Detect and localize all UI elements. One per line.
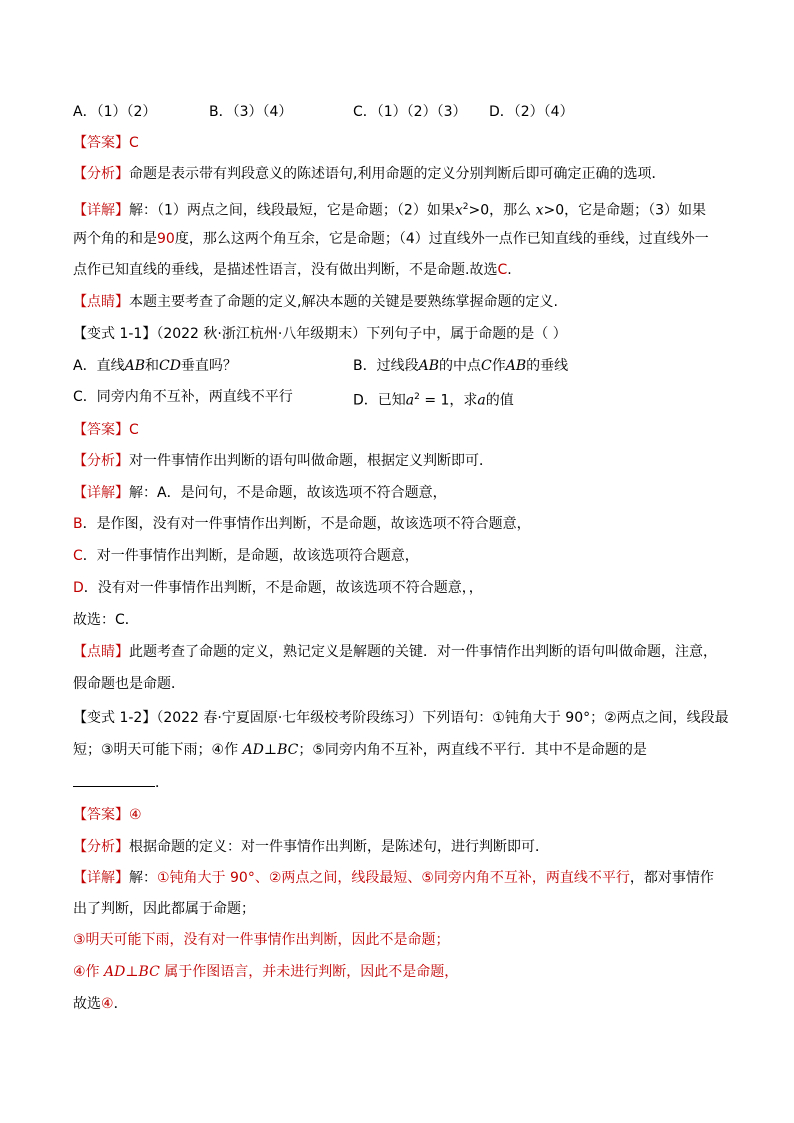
math-var: AB <box>505 358 527 374</box>
text: C．同旁内角不互补，两直线不平行 <box>73 389 293 405</box>
math-var: x <box>454 202 463 219</box>
v11-analysis <box>73 451 734 473</box>
math-exp: 2 <box>414 392 420 402</box>
text: 作 <box>491 358 506 374</box>
detail-number: 90 <box>157 231 175 247</box>
text: B．过线段 <box>353 358 419 374</box>
detail-text: ．是作图，没有对一件事情作出判断，不是命题，故该选项不符合题意， <box>82 516 531 532</box>
v11-option-a <box>73 356 237 376</box>
answer-value: C <box>129 135 139 151</box>
q1-comment <box>73 292 734 314</box>
detail-text: 出了判断，因此都属于命题； <box>73 901 255 917</box>
detail-letter: D <box>73 580 84 596</box>
text: = 1，求 <box>419 392 478 409</box>
question-text: （2022 秋·浙江杭州·八年级期末）下列句子中，属于命题的是（ ） <box>156 326 567 342</box>
detail-highlight: 属于作图语言，并未进行判断，因此不是命题， <box>159 964 459 980</box>
math-var: x <box>535 202 544 219</box>
math-exp: 2 <box>462 202 469 212</box>
detail-label: 【详解】 <box>73 485 129 501</box>
variant-label: 【变式 1-2】 <box>73 710 157 726</box>
answer-label: 【答案】 <box>73 135 129 151</box>
v11-comment-line-1 <box>73 642 734 664</box>
q1-analysis <box>73 164 734 186</box>
analysis-label: 【分析】 <box>73 839 129 855</box>
text: 的值 <box>485 392 514 409</box>
math-expression: AD⊥BC <box>104 964 160 980</box>
v11-detail-line-3 <box>73 546 734 568</box>
detail-highlight: ④作 <box>73 964 105 980</box>
detail-letter: B <box>73 516 83 532</box>
question-text: ；⑤同旁内角不互补，两直线不平行．其中不是命题的是 <box>298 742 647 758</box>
v11-options-row-1 <box>73 356 734 378</box>
analysis-text: 对一件事情作出判断的语句叫做命题，根据定义判断即可． <box>129 453 493 469</box>
punctuation: ． <box>155 775 169 791</box>
v12-analysis <box>73 837 734 859</box>
analysis-label: 【分析】 <box>73 453 129 469</box>
v12-header-line-1 <box>73 708 734 730</box>
analysis-text: 命题是表示带有判段意义的陈述语句,利用命题的定义分别判断后即可确定正确的选项． <box>129 166 666 182</box>
detail-letter: C <box>73 548 83 564</box>
v12-detail-line-2 <box>73 899 734 921</box>
analysis-text: 根据命题的定义：对一件事情作出判断，是陈述句，进行判断即可． <box>129 839 549 855</box>
detail-label: 【详解】 <box>73 202 129 219</box>
v11-conclusion <box>73 610 734 632</box>
answer-value: C <box>129 422 139 438</box>
detail-text: >0，它是命题；（3）如果 <box>543 202 707 219</box>
v11-options-row-2 <box>73 387 734 409</box>
v11-option-b <box>353 356 568 376</box>
text: 的垂线 <box>526 358 569 374</box>
v12-detail-line-4 <box>73 962 734 984</box>
q1-option-b: B．（3）（4） <box>209 104 293 120</box>
detail-text: 解：（1）两点之间，线段最短，它是命题；（2）如果 <box>129 202 455 219</box>
detail-text: 点作已知直线的垂线，是描述性语言，没有做出判断，不是命题.故选 <box>73 262 498 278</box>
detail-text: 解： <box>129 870 157 886</box>
v11-answer <box>73 420 734 442</box>
text: A．直线 <box>73 358 125 374</box>
detail-text: ．对一件事情作出判断，是命题，故该选项符合题意， <box>82 548 419 564</box>
comment-text: 假命题也是命题． <box>73 676 185 692</box>
math-var: a <box>477 392 486 409</box>
detail-text: 两个角的和是 <box>73 231 157 247</box>
detail-letter: C <box>497 262 508 278</box>
answer-label: 【答案】 <box>73 422 129 438</box>
v11-detail-line-1 <box>73 483 734 505</box>
question-text: （2022 春·宁夏固原·七年级校考阶段练习）下列语句：①钝角大于 90°；②两点之间，线段最 <box>156 710 729 726</box>
answer-blank <box>73 772 155 787</box>
v11-detail-line-4 <box>73 578 734 600</box>
detail-text: 度，那么这两个角互余，它是命题；（4）过直线外一点作已知直线的垂线，过直线外一 <box>174 231 709 247</box>
analysis-label: 【分析】 <box>73 166 129 182</box>
math-var: CD <box>158 358 181 374</box>
detail-label: 【详解】 <box>73 870 129 886</box>
math-var: C <box>481 358 492 374</box>
math-var: a <box>405 392 415 409</box>
variant-label: 【变式 1-1】 <box>73 326 157 342</box>
text: 垂直吗？ <box>180 358 237 374</box>
q1-detail-line-2 <box>73 229 734 251</box>
comment-text: 本题主要考查了命题的定义,解决本题的关键是要熟练掌握命题的定义. <box>129 294 558 310</box>
answer-label: 【答案】 <box>73 807 129 823</box>
comment-text: 此题考查了命题的定义，熟记定义是解题的关键．对一件事情作出判断的语句叫做命题，注意， <box>129 644 717 660</box>
v11-option-d <box>353 387 514 409</box>
v12-answer <box>73 805 734 827</box>
q1-detail-line-3 <box>73 260 734 282</box>
conclusion-answer: ④ <box>101 996 114 1012</box>
v11-comment-line-2 <box>73 674 734 696</box>
text: 的中点 <box>439 358 482 374</box>
v12-detail-line-3 <box>73 930 734 952</box>
detail-text: ，都对事情作 <box>629 870 714 886</box>
comment-label: 【点睛】 <box>73 644 129 660</box>
q1-option-d: D．（2）（4） <box>489 104 574 120</box>
comment-label: 【点睛】 <box>73 294 129 310</box>
punctuation: ． <box>113 996 128 1012</box>
text: D．已知 <box>353 392 406 409</box>
conclusion-text: 故选 <box>73 996 101 1012</box>
question-text: 短；③明天可能下雨；④作 <box>73 742 243 758</box>
q1-option-c: C．（1）（2）（3） <box>353 104 467 120</box>
text: 和 <box>144 358 159 374</box>
detail-text: . <box>507 262 512 278</box>
math-expression: AD⊥BC <box>242 742 299 758</box>
q1-option-a: A．（1）（2） <box>73 104 157 120</box>
v12-blank-line <box>73 772 734 794</box>
v11-option-c <box>73 387 293 407</box>
detail-text: >0，那么 <box>468 202 536 219</box>
detail-highlight: ①钝角大于 90°、②两点之间，线段最短、⑤同旁内角不互补，两直线不平行 <box>157 870 630 886</box>
q1-detail-line-1 <box>73 197 734 219</box>
q1-options <box>73 102 734 124</box>
detail-text: ．没有对一件事情作出判断，不是命题，故该选项不符合题意，， <box>83 580 483 596</box>
conclusion-text: 故选：C． <box>73 612 139 628</box>
v12-conclusion <box>73 994 734 1016</box>
q1-answer <box>73 133 734 155</box>
detail-text: 解：A．是问句，不是命题，故该选项不符合题意， <box>129 485 447 501</box>
v12-header-line-2 <box>73 740 734 762</box>
math-var: AB <box>124 358 145 374</box>
math-var: AB <box>418 358 440 374</box>
answer-value: ④ <box>129 807 142 823</box>
v11-header <box>73 324 734 346</box>
v12-detail-line-1 <box>73 868 734 890</box>
v11-detail-line-2 <box>73 514 734 536</box>
detail-highlight: ③明天可能下雨，没有对一件事情作出判断，因此不是命题； <box>73 932 450 948</box>
